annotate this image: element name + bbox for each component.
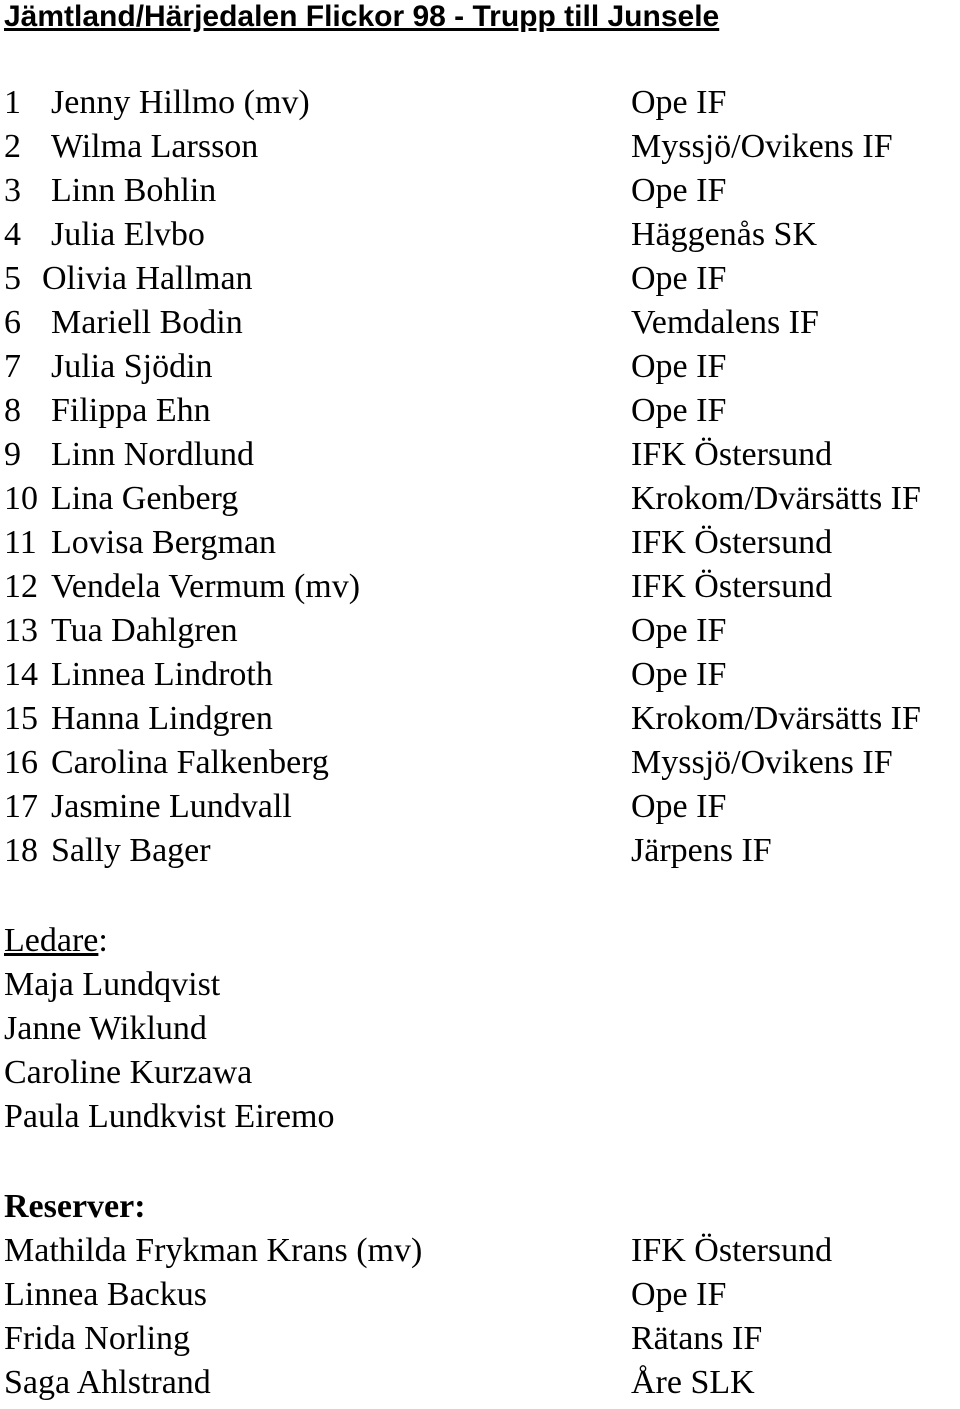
player-name: Jasmine Lundvall: [51, 788, 292, 825]
player-club: IFK Östersund: [631, 436, 833, 473]
player-club: Myssjö/Ovikens IF: [631, 128, 893, 165]
player-number: 5: [4, 260, 21, 297]
player-name: Linn Bohlin: [51, 172, 217, 209]
document-title: Jämtland/Härjedalen Flickor 98 - Trupp till Junsele: [4, 0, 720, 33]
player-club: Ope IF: [631, 348, 727, 385]
player-number: 10: [4, 480, 38, 517]
leader-name-text: Caroline Kurzawa: [4, 1054, 253, 1091]
player-name: Carolina Falkenberg: [51, 744, 329, 781]
player-name: Vendela Vermum (mv): [51, 568, 361, 605]
reserve-name: Linnea Backus: [4, 1276, 207, 1313]
reserve-club: Rätans IF: [631, 1320, 763, 1357]
player-club: Krokom/Dvärsätts IF: [631, 480, 921, 517]
player-name: Filippa Ehn: [51, 392, 211, 429]
reserve-name: Frida Norling: [4, 1320, 191, 1357]
player-number: 13: [4, 612, 38, 649]
player-number: 18: [4, 832, 38, 869]
player-name: Lina Genberg: [51, 480, 239, 517]
player-number: 15: [4, 700, 38, 737]
player-name: Tua Dahlgren: [51, 612, 238, 649]
player-number: 12: [4, 568, 38, 605]
player-club: Ope IF: [631, 612, 727, 649]
player-club: Järpens IF: [631, 832, 772, 869]
leaders-heading-colon: :: [98, 922, 108, 959]
player-name: Linnea Lindroth: [51, 656, 273, 693]
player-club: Ope IF: [631, 172, 727, 209]
player-club: IFK Östersund: [631, 524, 833, 561]
player-name: Jenny Hillmo (mv): [51, 84, 310, 121]
leader-name-text: Janne Wiklund: [4, 1010, 207, 1047]
player-club: Ope IF: [631, 656, 727, 693]
player-name: Hanna Lindgren: [51, 700, 273, 737]
player-number: 4: [4, 216, 21, 253]
leaders-heading: [4, 919, 108, 963]
player-name: Olivia Hallman: [42, 260, 253, 297]
player-number: 2: [4, 128, 21, 165]
reserve-club: Åre SLK: [631, 1364, 755, 1401]
reserves-heading: Reserver:: [4, 1188, 146, 1225]
player-number: 17: [4, 788, 38, 825]
player-number: 6: [4, 304, 21, 341]
reserve-club: Ope IF: [631, 1276, 727, 1313]
reserve-club: IFK Östersund: [631, 1232, 833, 1269]
player-name: Mariell Bodin: [51, 304, 243, 341]
player-name: Sally Bager: [51, 832, 211, 869]
player-number: 8: [4, 392, 21, 429]
reserve-name: Mathilda Frykman Krans (mv): [4, 1232, 423, 1269]
player-club: Häggenås SK: [631, 216, 818, 253]
leaders-heading-text: Ledare: [4, 922, 99, 959]
player-number: 1: [4, 84, 21, 121]
player-number: 3: [4, 172, 21, 209]
player-club: Ope IF: [631, 260, 727, 297]
player-name: Julia Sjödin: [51, 348, 213, 385]
player-name: Lovisa Bergman: [51, 524, 277, 561]
player-number: 11: [4, 524, 37, 561]
player-number: 7: [4, 348, 21, 385]
player-number: 9: [4, 436, 21, 473]
leader-name-text: Paula Lundkvist Eiremo: [4, 1098, 335, 1135]
player-club: IFK Östersund: [631, 568, 833, 605]
player-club: Ope IF: [631, 788, 727, 825]
player-name: Linn Nordlund: [51, 436, 255, 473]
player-club: Myssjö/Ovikens IF: [631, 744, 893, 781]
player-number: 14: [4, 656, 38, 693]
player-club: Ope IF: [631, 84, 727, 121]
reserve-name: Saga Ahlstrand: [4, 1364, 211, 1401]
player-name: Julia Elvbo: [51, 216, 205, 253]
player-number: 16: [4, 744, 38, 781]
player-club: Vemdalens IF: [631, 304, 819, 341]
leader-name-text: Maja Lundqvist: [4, 966, 221, 1003]
player-name: Wilma Larsson: [51, 128, 259, 165]
player-club: Ope IF: [631, 392, 727, 429]
player-club: Krokom/Dvärsätts IF: [631, 700, 921, 737]
